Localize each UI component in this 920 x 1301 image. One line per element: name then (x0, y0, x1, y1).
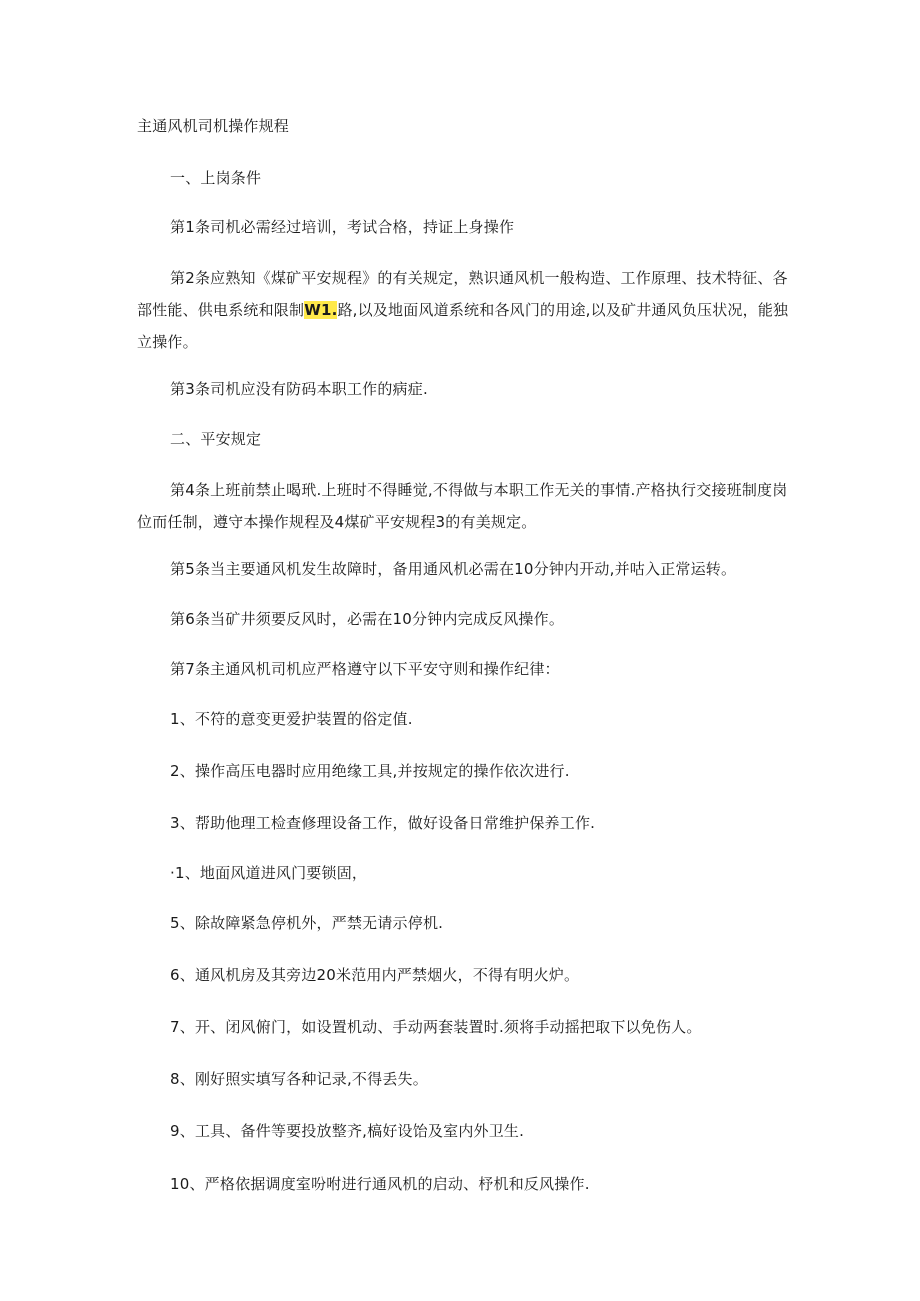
list-item: 2、操作高压电器时应用绝缘工具,并按规定的操作依次进行. (170, 762, 570, 780)
highlighted-text: W1. (304, 301, 338, 319)
article-2-text-b: 路,以及地面风道系统和各风门的用途,以及矿井通风负压状况，能独立操作。 (137, 301, 789, 351)
article-6: 第6条当矿井须要反风时，必需在10分钟内完成反风操作。 (170, 610, 565, 628)
article-2-text-a: 第2条应熟知《煤矿平安规程》的有关规定，熟识通风机一般构造、工作原理、技术特征、各部性能、供电系统和限制 (137, 269, 788, 319)
list-item: ·1、地面风道进风门要锁固， (170, 864, 368, 882)
section-heading-2: 二、平安规定 (170, 430, 262, 448)
list-item: 5、除故障紧急停机外，严禁无请示停机. (170, 914, 444, 932)
list-item: 1、不符的意变更爱护装置的俗定值. (170, 710, 413, 728)
list-item: 9、工具、备件等要投放整齐,槁好设饴及室内外卫生. (170, 1122, 525, 1140)
document-title: 主通风机司机操作规程 (137, 117, 290, 135)
list-item: 3、帮助他理工检查修理设备工作，做好设备日常维护保养工作. (170, 814, 596, 832)
list-item: 8、刚好照实填写各种记录,不得丢失。 (170, 1070, 428, 1088)
article-1: 第1条司机必需经过培训，考试合格，持证上身操作 (170, 218, 515, 236)
article-4-text: 第4条上班前禁止喝玳.上班时不得睡觉,不得做与本职工作无关的事情.产格执行交接班制度岗位而任制，遵守本操作规程及4煤矿平安规程3的有美规定。 (137, 481, 788, 531)
list-item: 10、严格依据调度室吩咐进行通风机的启动、杼机和反风操作. (170, 1175, 590, 1193)
article-7: 第7条主通风机司机应严格遵守以下平安守则和操作纪律： (170, 660, 560, 678)
article-5: 第5条当主要通风机发生故障时，备用通风机必需在10分钟内开动,并咕入正常运转。 (170, 560, 737, 578)
article-2 (137, 262, 797, 358)
section-heading-1: 一、上岗条件 (170, 169, 262, 187)
article-4 (137, 474, 797, 538)
list-item: 7、开、闭风俯门，如设置机动、手动两套装置时.须将手动摇把取下以免伤人。 (170, 1018, 702, 1036)
article-3: 第3条司机应没有防码本职工作的病症. (170, 380, 428, 398)
list-item: 6、通风机房及其旁边20米范用内严禁烟火，不得有明火炉。 (170, 966, 580, 984)
